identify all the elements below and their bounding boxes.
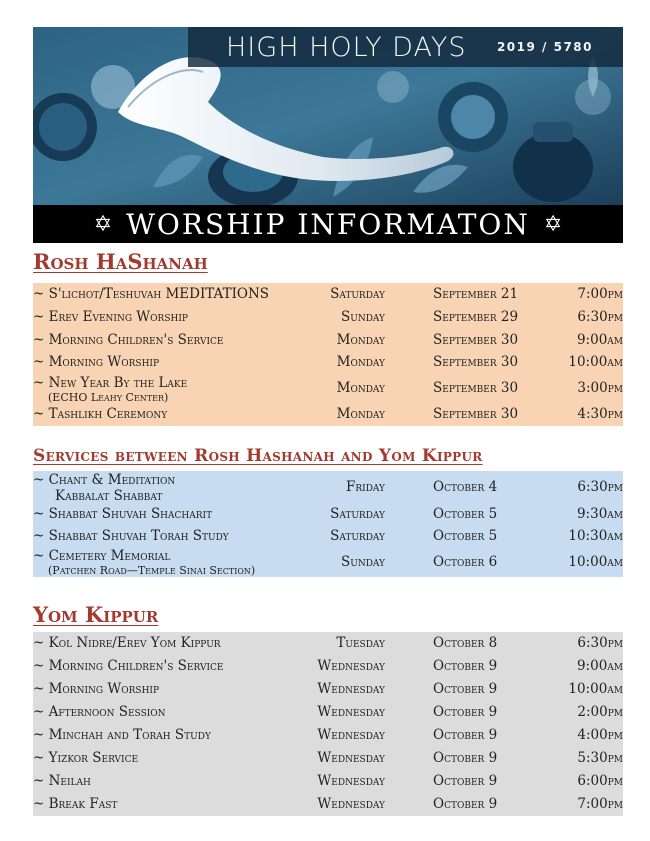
event-name bbox=[33, 406, 167, 422]
event-time: 10:00am bbox=[568, 681, 623, 697]
event-day: Friday bbox=[346, 479, 385, 495]
event-day: Monday bbox=[336, 406, 385, 422]
event-date: September 30 bbox=[433, 354, 519, 370]
event-name bbox=[33, 704, 166, 720]
event-date: October 9 bbox=[433, 773, 498, 789]
event-day: Wednesday bbox=[317, 750, 385, 766]
event-label: ~ Afternoon Session bbox=[33, 704, 166, 720]
schedule-row bbox=[33, 701, 623, 724]
event-date: October 5 bbox=[433, 528, 498, 544]
event-day: Saturday bbox=[330, 286, 385, 302]
event-date: October 9 bbox=[433, 681, 498, 697]
event-name bbox=[33, 375, 187, 404]
event-time: 10:00am bbox=[568, 554, 623, 570]
event-name bbox=[33, 472, 175, 504]
event-name bbox=[33, 309, 188, 325]
event-day: Wednesday bbox=[317, 658, 385, 674]
event-label: ~ Kol Nidre/Erev Yom Kippur bbox=[33, 635, 221, 651]
event-name bbox=[33, 548, 255, 577]
event-time: 3:00pm bbox=[577, 380, 623, 396]
event-time: 9:00am bbox=[576, 332, 623, 348]
event-date: September 21 bbox=[433, 286, 519, 302]
banner-year: 2019 / 5780 bbox=[496, 40, 593, 54]
event-name bbox=[33, 286, 269, 302]
event-name bbox=[33, 681, 159, 697]
event-label: ~ Shabbat Shuvah Torah Study bbox=[33, 528, 229, 544]
schedule-row bbox=[33, 525, 623, 547]
schedule-row bbox=[33, 351, 623, 374]
event-label: ~ Morning Worship bbox=[33, 681, 160, 697]
yom-kippur-schedule bbox=[33, 632, 623, 816]
banner-title: HIGH HOLY DAYS bbox=[226, 31, 467, 63]
section-title-yom-kippur: Yom Kippur bbox=[33, 602, 159, 627]
event-label: ~ Chant & Meditation bbox=[33, 472, 176, 488]
event-day: Sunday bbox=[340, 309, 385, 325]
event-date: October 9 bbox=[433, 704, 498, 720]
event-day: Wednesday bbox=[317, 681, 385, 697]
event-date: October 5 bbox=[433, 506, 498, 522]
event-date: September 30 bbox=[433, 380, 519, 396]
event-time: 5:30pm bbox=[577, 750, 623, 766]
schedule-row bbox=[33, 283, 623, 306]
event-label: ~ Morning Children's Service bbox=[33, 658, 224, 674]
event-date: September 30 bbox=[433, 406, 519, 422]
event-date: October 9 bbox=[433, 658, 498, 674]
schedule-row bbox=[33, 770, 623, 793]
event-day: Wednesday bbox=[317, 773, 385, 789]
schedule-row bbox=[33, 306, 623, 329]
event-date: October 9 bbox=[433, 727, 498, 743]
event-label: ~ Neilah bbox=[33, 773, 91, 789]
event-time: 7:00pm bbox=[577, 286, 623, 302]
schedule-row bbox=[33, 632, 623, 655]
event-name bbox=[33, 727, 211, 743]
event-time: 10:00am bbox=[568, 354, 623, 370]
event-date: September 30 bbox=[433, 332, 519, 348]
event-date: October 8 bbox=[433, 635, 498, 651]
schedule-row bbox=[33, 724, 623, 747]
event-date: October 6 bbox=[433, 554, 498, 570]
event-name bbox=[33, 506, 212, 522]
section-title-rosh-hashanah: Rosh HaShanah bbox=[33, 249, 208, 274]
event-label: ~ Cemetery Memorial bbox=[33, 548, 171, 564]
schedule-row bbox=[33, 678, 623, 701]
event-name bbox=[33, 528, 229, 544]
event-label: ~ Morning Children's Service bbox=[33, 332, 224, 348]
event-day: Wednesday bbox=[317, 796, 385, 812]
schedule-row bbox=[33, 329, 623, 351]
event-day: Saturday bbox=[330, 528, 385, 544]
event-day: Wednesday bbox=[317, 704, 385, 720]
event-sublabel: (ECHO Leahy Center) bbox=[48, 391, 169, 404]
event-time: 6:00pm bbox=[577, 773, 623, 789]
event-date: October 9 bbox=[433, 796, 498, 812]
event-time: 10:30am bbox=[568, 528, 623, 544]
event-label: ~ Erev Evening Worship bbox=[33, 309, 188, 325]
event-date: October 4 bbox=[433, 479, 498, 495]
event-day: Wednesday bbox=[317, 727, 385, 743]
schedule-row bbox=[33, 374, 623, 403]
worship-heading-bar bbox=[33, 205, 623, 243]
event-day: Monday bbox=[336, 380, 385, 396]
event-name bbox=[33, 750, 138, 766]
event-day: Tuesday bbox=[336, 635, 385, 651]
event-label: ~ Minchah and Torah Study bbox=[33, 727, 211, 743]
schedule-row bbox=[33, 471, 623, 503]
event-time: 6:30pm bbox=[577, 479, 623, 495]
between-schedule bbox=[33, 471, 623, 577]
worship-flyer bbox=[33, 27, 623, 816]
event-label: ~ Break Fast bbox=[33, 796, 118, 812]
event-time: 6:30pm bbox=[577, 309, 623, 325]
section-title-between: Services between Rosh Hashanah and Yom Kippur bbox=[33, 446, 483, 466]
event-time: 6:30pm bbox=[577, 635, 623, 651]
event-name bbox=[33, 658, 223, 674]
event-day: Saturday bbox=[330, 506, 385, 522]
banner-artwork bbox=[33, 27, 623, 205]
banner-title-bar bbox=[188, 27, 623, 67]
schedule-row bbox=[33, 793, 623, 816]
rosh-hashanah-schedule bbox=[33, 283, 623, 426]
schedule-row bbox=[33, 547, 623, 577]
event-time: 9:30am bbox=[576, 506, 623, 522]
schedule-row bbox=[33, 655, 623, 678]
star-of-david-icon: ✡ bbox=[543, 211, 563, 237]
event-time: 7:00pm bbox=[577, 796, 623, 812]
event-date: September 29 bbox=[433, 309, 519, 325]
event-label: ~ Shabbat Shuvah Shacharit bbox=[33, 506, 213, 522]
event-name bbox=[33, 332, 223, 348]
star-of-david-icon: ✡ bbox=[93, 211, 113, 237]
event-label: ~ S'lichot/Teshuvah MEDITATIONS bbox=[33, 286, 270, 302]
event-day: Monday bbox=[336, 332, 385, 348]
event-time: 4:00pm bbox=[577, 727, 623, 743]
schedule-row bbox=[33, 403, 623, 426]
worship-heading: WORSHIP INFORMATON bbox=[126, 207, 530, 241]
event-date: October 9 bbox=[433, 750, 498, 766]
event-label: ~ Morning Worship bbox=[33, 354, 160, 370]
event-name bbox=[33, 773, 91, 789]
event-sublabel: Kabbalat Shabbat bbox=[55, 488, 163, 504]
event-label: ~ Tashlikh Ceremony bbox=[33, 406, 168, 422]
event-time: 9:00am bbox=[576, 658, 623, 674]
event-label: ~ New Year By the Lake bbox=[33, 375, 188, 391]
event-day: Sunday bbox=[340, 554, 385, 570]
event-name bbox=[33, 635, 221, 651]
event-sublabel: (Patchen Road—Temple Sinai Section) bbox=[48, 564, 256, 577]
event-name bbox=[33, 796, 117, 812]
event-time: 4:30pm bbox=[577, 406, 623, 422]
schedule-row bbox=[33, 503, 623, 525]
schedule-row bbox=[33, 747, 623, 770]
event-time: 2:00pm bbox=[577, 704, 623, 720]
event-day: Monday bbox=[336, 354, 385, 370]
event-name bbox=[33, 354, 159, 370]
event-label: ~ Yizkor Service bbox=[33, 750, 139, 766]
